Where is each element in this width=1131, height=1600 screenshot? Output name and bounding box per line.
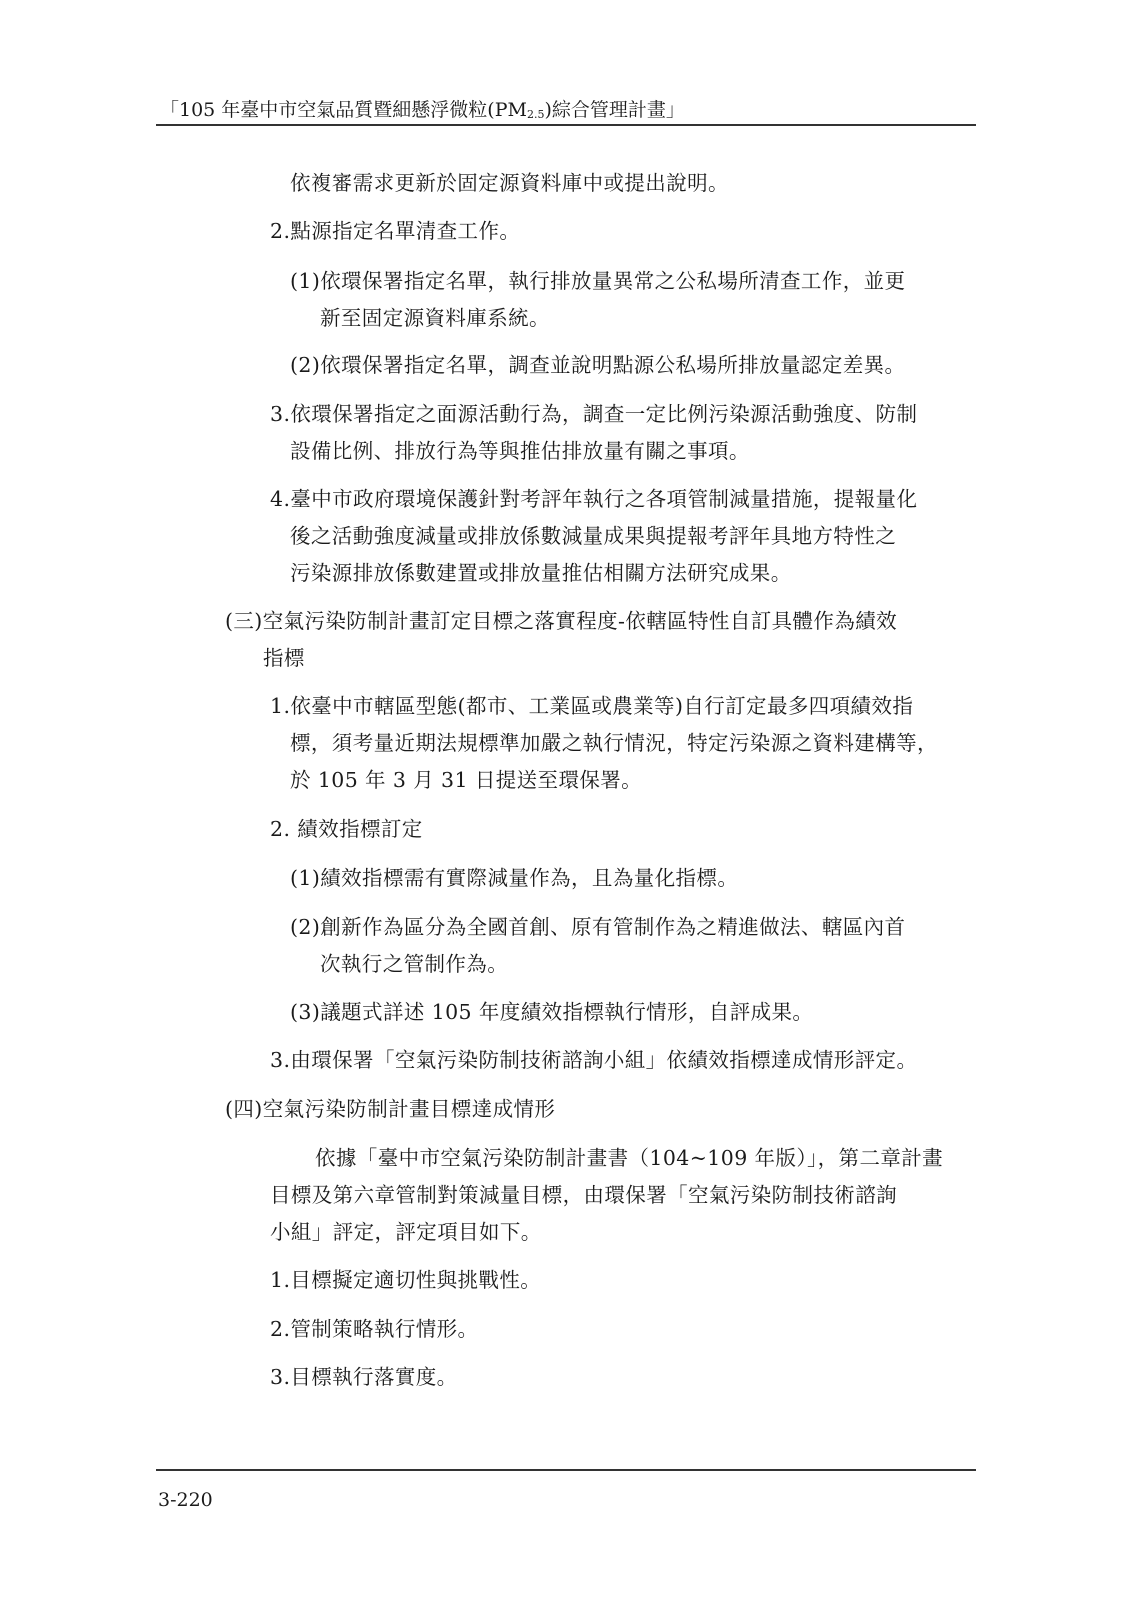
paragraph-line: 依據「臺中市空氣污染防制計畫書（104~109 年版）」，第二章計畫 xyxy=(315,1146,944,1170)
header-title-subscript: 2.5 xyxy=(526,108,545,121)
list-item-continuation: 設備比例、排放行為等與推估排放量有關之事項。 xyxy=(290,439,750,463)
list-item-continuation: 後之活動強度減量或排放係數減量成果與提報考評年具地方特性之 xyxy=(290,524,897,548)
paragraph-line: 小組」評定，評定項目如下。 xyxy=(270,1220,542,1244)
list-item-heading: 2. 績效指標訂定 xyxy=(270,817,423,841)
header-title-suffix: )綜合管理計畫」 xyxy=(544,99,685,121)
paragraph-line: 依複審需求更新於固定源資料庫中或提出說明。 xyxy=(290,171,729,195)
section-heading: (三)空氣污染防制計畫訂定目標之落實程度-依轄區特性自訂具體作為績效 xyxy=(225,609,898,633)
section-heading-continuation: 指標 xyxy=(263,646,305,670)
sub-list-item-continuation: 新至固定源資料庫系統。 xyxy=(320,306,550,330)
list-item: 4.臺中市政府環境保護針對考評年執行之各項管制減量措施，提報量化 xyxy=(270,487,918,511)
list-item: 1.目標擬定適切性與挑戰性。 xyxy=(270,1268,542,1292)
page-number: 3-220 xyxy=(158,1489,213,1511)
footer-rule xyxy=(156,1469,976,1471)
sub-list-item: (1)績效指標需有實際減量作為，且為量化指標。 xyxy=(290,866,739,890)
list-item-continuation: 標，須考量近期法規標準加嚴之執行情況，特定污染源之資料建構等， xyxy=(290,731,938,755)
list-item: 1.依臺中市轄區型態(都市、工業區或農業等)自行訂定最多四項績效指 xyxy=(270,694,914,718)
list-item-heading: 2.點源指定名單清查工作。 xyxy=(270,219,521,243)
list-item-continuation: 污染源排放係數建置或排放量推估相關方法研究成果。 xyxy=(290,561,792,585)
list-item: 2.管制策略執行情形。 xyxy=(270,1317,479,1341)
list-item: 3.依環保署指定之面源活動行為，調查一定比例污染源活動強度、防制 xyxy=(270,402,918,426)
sub-list-item-continuation: 次執行之管制作為。 xyxy=(320,952,509,976)
list-item-continuation: 於 105 年 3 月 31 日提送至環保署。 xyxy=(290,768,643,792)
paragraph-line: 目標及第六章管制對策減量目標，由環保署「空氣污染防制技術諮詢 xyxy=(270,1183,897,1207)
list-item: 3.由環保署「空氣污染防制技術諮詢小組」依績效指標達成情形評定。 xyxy=(270,1048,918,1072)
sub-list-item: (2)創新作為區分為全國首創、原有管制作為之精進做法、轄區內首 xyxy=(290,915,906,939)
sub-list-item: (2)依環保署指定名單，調查並說明點源公私場所排放量認定差異。 xyxy=(290,353,906,377)
sub-list-item: (3)議題式詳述 105 年度績效指標執行情形，自評成果。 xyxy=(290,1000,814,1024)
list-item: 3.目標執行落實度。 xyxy=(270,1365,458,1389)
sub-list-item: (1)依環保署指定名單，執行排放量異常之公私場所清查工作，並更 xyxy=(290,269,906,293)
header-title-prefix: 「105 年臺中市空氣品質暨細懸浮微粒(PM xyxy=(160,99,527,121)
section-heading: (四)空氣污染防制計畫目標達成情形 xyxy=(225,1097,556,1121)
